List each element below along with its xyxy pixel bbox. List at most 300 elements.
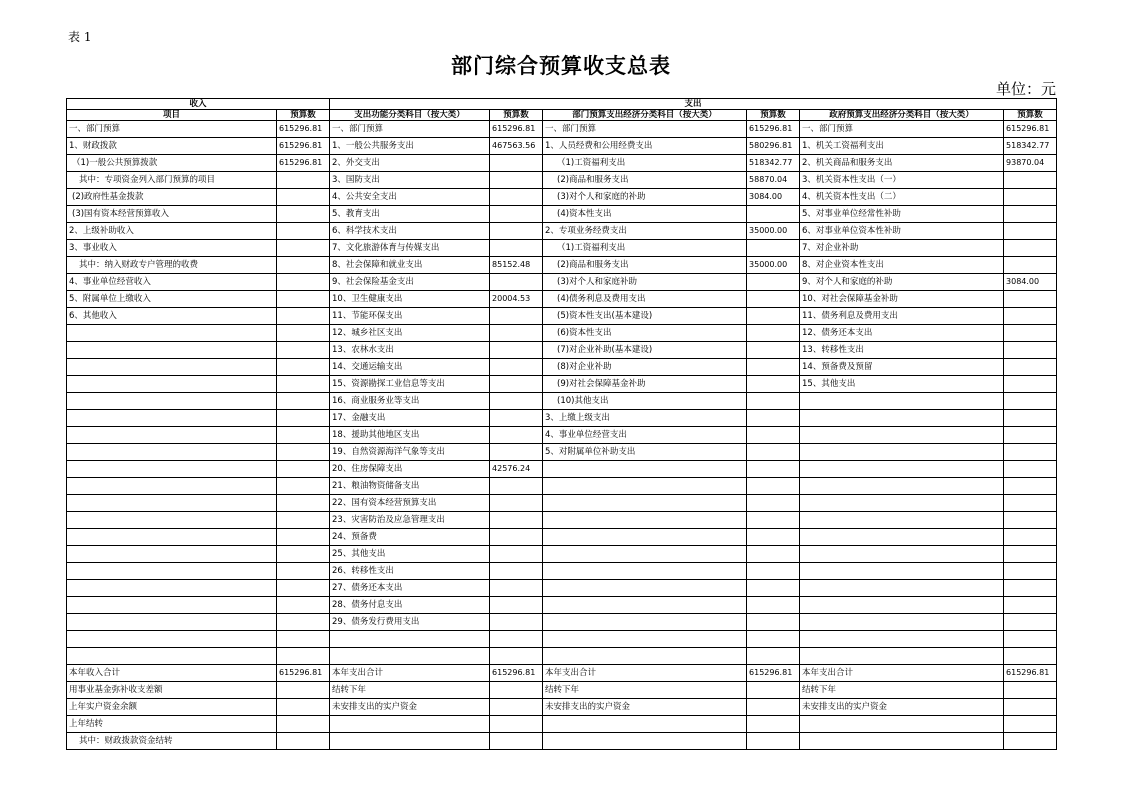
table-row — [67, 155, 1057, 172]
budget-amount-cell — [277, 648, 330, 665]
item-name-cell: 4、机关资本性支出（二） — [800, 189, 1004, 206]
item-name-cell — [543, 529, 747, 546]
budget-amount-cell — [747, 427, 800, 444]
item-name-cell: 9、对个人和家庭的补助 — [800, 274, 1004, 291]
item-name-cell — [543, 512, 747, 529]
item-name-cell — [800, 563, 1004, 580]
table-row — [67, 206, 1057, 223]
item-name-cell: 未安排支出的实户资金 — [543, 699, 747, 716]
item-name-cell — [800, 529, 1004, 546]
budget-amount-cell — [1004, 393, 1057, 410]
table-row — [67, 325, 1057, 342]
item-name-cell — [67, 648, 277, 665]
item-name-cell: 5、对事业单位经常性补助 — [800, 206, 1004, 223]
item-name-cell: 15、资源勘探工业信息等支出 — [330, 376, 490, 393]
budget-amount-cell — [277, 614, 330, 631]
budget-amount-cell — [277, 631, 330, 648]
budget-amount-cell — [490, 563, 543, 580]
item-name-cell: 2、上级补助收入 — [67, 223, 277, 240]
budget-amount-cell — [747, 325, 800, 342]
item-name-cell — [800, 546, 1004, 563]
document-title: 部门综合预算收支总表 — [451, 54, 671, 78]
item-name-cell: 29、债务发行费用支出 — [330, 614, 490, 631]
item-name-cell: （1)工资福利支出 — [543, 155, 747, 172]
item-name-cell — [67, 631, 277, 648]
budget-amount-cell — [1004, 376, 1057, 393]
budget-amount-cell — [277, 597, 330, 614]
budget-amount-cell: 615296.81 — [490, 121, 543, 138]
item-name-cell — [543, 478, 747, 495]
budget-amount-cell — [277, 291, 330, 308]
table-row — [67, 563, 1057, 580]
item-name-cell: 其中：财政拨款资金结转 — [67, 733, 277, 750]
table-row — [67, 308, 1057, 325]
budget-amount-cell — [747, 274, 800, 291]
table-row — [67, 189, 1057, 206]
budget-amount-cell — [490, 580, 543, 597]
table-row — [67, 444, 1057, 461]
budget-amount-cell: 615296.81 — [1004, 121, 1057, 138]
item-name-cell — [67, 478, 277, 495]
budget-amount-cell — [747, 206, 800, 223]
table-row — [67, 223, 1057, 240]
table-row — [67, 614, 1057, 631]
item-name-cell — [800, 495, 1004, 512]
item-name-cell: 14、交通运输支出 — [330, 359, 490, 376]
budget-amount-cell — [747, 240, 800, 257]
item-name-cell — [330, 733, 490, 750]
item-name-cell: 17、金融支出 — [330, 410, 490, 427]
item-name-cell: 7、对企业补助 — [800, 240, 1004, 257]
budget-amount-cell: 615296.81 — [490, 665, 543, 682]
budget-amount-cell — [277, 529, 330, 546]
budget-amount-cell — [277, 563, 330, 580]
budget-amount-cell — [747, 291, 800, 308]
budget-amount-cell — [747, 410, 800, 427]
budget-amount-cell — [1004, 291, 1057, 308]
item-name-cell — [543, 580, 747, 597]
item-name-cell: 20、住房保障支出 — [330, 461, 490, 478]
item-name-cell — [543, 546, 747, 563]
item-name-cell: 21、粮油物资储备支出 — [330, 478, 490, 495]
budget-amount-cell: 615296.81 — [747, 121, 800, 138]
item-name-cell: 28、债务付息支出 — [330, 597, 490, 614]
budget-amount-cell — [747, 359, 800, 376]
budget-amount-cell — [277, 427, 330, 444]
item-name-cell — [543, 597, 747, 614]
item-name-cell: 结转下年 — [330, 682, 490, 699]
item-name-cell: (5)资本性支出(基本建设) — [543, 308, 747, 325]
budget-amount-cell — [490, 682, 543, 699]
item-name-cell — [67, 529, 277, 546]
budget-amount-cell — [1004, 325, 1057, 342]
item-name-cell: 5、附属单位上缴收入 — [67, 291, 277, 308]
item-name-cell — [67, 325, 277, 342]
budget-amount-cell — [490, 410, 543, 427]
item-name-cell — [800, 444, 1004, 461]
item-name-cell: 1、人员经费和公用经费支出 — [543, 138, 747, 155]
budget-amount-cell — [277, 512, 330, 529]
budget-amount-cell — [747, 682, 800, 699]
budget-amount-cell — [1004, 189, 1057, 206]
expense-group-header: 支出 — [330, 99, 1057, 110]
budget-amount-cell — [490, 189, 543, 206]
table-row — [67, 631, 1057, 648]
budget-amount-cell — [1004, 512, 1057, 529]
item-name-cell: (4)债务利息及费用支出 — [543, 291, 747, 308]
table-row — [67, 240, 1057, 257]
item-name-cell — [543, 648, 747, 665]
item-name-cell — [330, 631, 490, 648]
budget-amount-cell: 20004.53 — [490, 291, 543, 308]
budget-amount-cell — [277, 495, 330, 512]
budget-summary-table — [66, 98, 1057, 750]
budget-amount-cell — [1004, 563, 1057, 580]
item-name-cell: 4、事业单位经营收入 — [67, 274, 277, 291]
budget-amount-cell — [277, 580, 330, 597]
budget-amount-cell — [747, 614, 800, 631]
budget-amount-cell — [747, 376, 800, 393]
item-name-cell: 1、机关工资福利支出 — [800, 138, 1004, 155]
budget-amount-cell: 615296.81 — [277, 138, 330, 155]
budget-amount-cell — [747, 733, 800, 750]
item-name-cell: 22、国有资本经营预算支出 — [330, 495, 490, 512]
item-name-cell — [800, 427, 1004, 444]
budget-amount-cell — [747, 478, 800, 495]
budget-amount-cell — [490, 478, 543, 495]
budget-amount-cell — [490, 733, 543, 750]
table-row — [67, 342, 1057, 359]
item-name-cell — [67, 342, 277, 359]
item-name-cell — [543, 733, 747, 750]
budget-amount-cell — [490, 274, 543, 291]
budget-amount-cell: 615296.81 — [277, 121, 330, 138]
item-name-cell: 2、专项业务经费支出 — [543, 223, 747, 240]
budget-amount-cell — [490, 376, 543, 393]
column-header: 部门预算支出经济分类科目（按大类） — [543, 110, 747, 121]
budget-amount-cell — [490, 614, 543, 631]
table-row — [67, 716, 1057, 733]
item-name-cell: (2)商品和服务支出 — [543, 172, 747, 189]
item-name-cell — [67, 427, 277, 444]
item-name-cell — [67, 495, 277, 512]
budget-amount-cell — [1004, 308, 1057, 325]
table-row — [67, 410, 1057, 427]
item-name-cell: 3、机关资本性支出（一） — [800, 172, 1004, 189]
item-name-cell: 6、科学技术支出 — [330, 223, 490, 240]
item-name-cell: 6、对事业单位资本性补助 — [800, 223, 1004, 240]
income-group-header: 收入 — [67, 99, 330, 110]
budget-amount-cell — [747, 342, 800, 359]
table-row — [67, 172, 1057, 189]
budget-amount-cell — [1004, 257, 1057, 274]
item-name-cell: (7)对企业补助(基本建设) — [543, 342, 747, 359]
budget-amount-cell — [490, 597, 543, 614]
budget-amount-cell — [490, 223, 543, 240]
item-name-cell: (4)资本性支出 — [543, 206, 747, 223]
item-name-cell: 一、部门预算 — [67, 121, 277, 138]
budget-amount-cell — [490, 393, 543, 410]
item-name-cell — [67, 512, 277, 529]
budget-amount-cell — [1004, 359, 1057, 376]
item-name-cell — [800, 648, 1004, 665]
item-name-cell: 本年支出合计 — [543, 665, 747, 682]
item-name-cell — [800, 410, 1004, 427]
budget-amount-cell — [490, 495, 543, 512]
budget-amount-cell — [1004, 648, 1057, 665]
budget-amount-cell — [490, 444, 543, 461]
table-row — [67, 648, 1057, 665]
column-header-row — [67, 110, 1057, 121]
item-name-cell — [543, 614, 747, 631]
budget-amount-cell — [747, 597, 800, 614]
item-name-cell: 19、自然资源海洋气象等支出 — [330, 444, 490, 461]
budget-amount-cell — [490, 546, 543, 563]
item-name-cell: 本年支出合计 — [330, 665, 490, 682]
budget-amount-cell: 580296.81 — [747, 138, 800, 155]
budget-amount-cell — [490, 308, 543, 325]
table-row — [67, 257, 1057, 274]
item-name-cell — [800, 631, 1004, 648]
item-name-cell — [800, 597, 1004, 614]
item-name-cell: 23、灾害防治及应急管理支出 — [330, 512, 490, 529]
item-name-cell: 13、转移性支出 — [800, 342, 1004, 359]
item-name-cell — [67, 563, 277, 580]
item-name-cell: 27、债务还本支出 — [330, 580, 490, 597]
column-header: 预算数 — [277, 110, 330, 121]
column-header: 预算数 — [490, 110, 543, 121]
item-name-cell: 3、国防支出 — [330, 172, 490, 189]
item-name-cell — [800, 716, 1004, 733]
budget-amount-cell — [490, 631, 543, 648]
budget-amount-cell — [277, 308, 330, 325]
budget-amount-cell — [747, 648, 800, 665]
item-name-cell — [800, 478, 1004, 495]
item-name-cell: 本年支出合计 — [800, 665, 1004, 682]
budget-amount-cell — [490, 427, 543, 444]
item-name-cell — [800, 733, 1004, 750]
item-name-cell: (3)对个人和家庭的补助 — [543, 189, 747, 206]
budget-amount-cell: 615296.81 — [277, 665, 330, 682]
column-header: 项目 — [67, 110, 277, 121]
budget-amount-cell — [277, 240, 330, 257]
table-row — [67, 529, 1057, 546]
item-name-cell — [67, 444, 277, 461]
column-header: 政府预算支出经济分类科目（按大类） — [800, 110, 1004, 121]
budget-amount-cell — [1004, 699, 1057, 716]
item-name-cell: 4、事业单位经营支出 — [543, 427, 747, 444]
item-name-cell: 3、事业收入 — [67, 240, 277, 257]
item-name-cell: 10、对社会保障基金补助 — [800, 291, 1004, 308]
budget-amount-cell: 93870.04 — [1004, 155, 1057, 172]
budget-amount-cell — [747, 716, 800, 733]
item-name-cell: 1、一般公共服务支出 — [330, 138, 490, 155]
item-name-cell — [67, 376, 277, 393]
unit-label: 单位：元 — [995, 80, 1056, 98]
item-name-cell: 12、债务还本支出 — [800, 325, 1004, 342]
item-name-cell: 未安排支出的实户资金 — [800, 699, 1004, 716]
item-name-cell — [67, 580, 277, 597]
item-name-cell: (3)国有资本经营预算收入 — [67, 206, 277, 223]
table-row — [67, 138, 1057, 155]
item-name-cell — [543, 716, 747, 733]
budget-amount-cell — [277, 733, 330, 750]
budget-amount-cell: 467563.56 — [490, 138, 543, 155]
budget-amount-cell — [1004, 580, 1057, 597]
item-name-cell — [67, 359, 277, 376]
budget-amount-cell — [747, 699, 800, 716]
table-row — [67, 699, 1057, 716]
item-name-cell — [67, 614, 277, 631]
budget-amount-cell — [1004, 716, 1057, 733]
item-name-cell: 10、卫生健康支出 — [330, 291, 490, 308]
item-name-cell: 上年实户资金余额 — [67, 699, 277, 716]
budget-amount-cell — [277, 172, 330, 189]
budget-amount-cell — [490, 342, 543, 359]
budget-amount-cell — [490, 155, 543, 172]
item-name-cell: 1、财政拨款 — [67, 138, 277, 155]
budget-amount-cell — [277, 478, 330, 495]
budget-amount-cell — [490, 512, 543, 529]
budget-amount-cell — [747, 308, 800, 325]
budget-amount-cell — [1004, 410, 1057, 427]
item-name-cell: 一、部门预算 — [330, 121, 490, 138]
item-name-cell — [543, 563, 747, 580]
budget-amount-cell: 35000.00 — [747, 223, 800, 240]
item-name-cell: (6)资本性支出 — [543, 325, 747, 342]
column-header: 预算数 — [747, 110, 800, 121]
budget-amount-cell: 35000.00 — [747, 257, 800, 274]
budget-amount-cell — [490, 716, 543, 733]
item-name-cell — [67, 410, 277, 427]
budget-amount-cell — [1004, 597, 1057, 614]
budget-amount-cell — [277, 325, 330, 342]
budget-amount-cell — [747, 631, 800, 648]
table-row — [67, 291, 1057, 308]
item-name-cell — [67, 393, 277, 410]
budget-amount-cell — [1004, 240, 1057, 257]
item-name-cell — [800, 461, 1004, 478]
item-name-cell — [800, 580, 1004, 597]
item-name-cell: 其中：纳入财政专户管理的收费 — [67, 257, 277, 274]
item-name-cell: 用事业基金弥补收支差额 — [67, 682, 277, 699]
budget-amount-cell — [1004, 682, 1057, 699]
item-name-cell: 9、社会保险基金支出 — [330, 274, 490, 291]
column-header: 支出功能分类科目（按大类） — [330, 110, 490, 121]
item-name-cell: (2)政府性基金拨款 — [67, 189, 277, 206]
item-name-cell — [543, 631, 747, 648]
budget-amount-cell — [490, 172, 543, 189]
budget-amount-cell — [490, 648, 543, 665]
budget-amount-cell: 3084.00 — [1004, 274, 1057, 291]
table-row — [67, 512, 1057, 529]
item-name-cell: (8)对企业补助 — [543, 359, 747, 376]
budget-amount-cell — [277, 257, 330, 274]
item-name-cell — [800, 393, 1004, 410]
item-name-cell: 5、教育支出 — [330, 206, 490, 223]
budget-amount-cell — [747, 512, 800, 529]
budget-amount-cell — [277, 716, 330, 733]
item-name-cell: (3)对个人和家庭补助 — [543, 274, 747, 291]
item-name-cell: (2)商品和服务支出 — [543, 257, 747, 274]
budget-amount-cell — [1004, 223, 1057, 240]
item-name-cell — [543, 461, 747, 478]
budget-amount-cell — [747, 393, 800, 410]
item-name-cell — [800, 512, 1004, 529]
table-row — [67, 682, 1057, 699]
budget-amount-cell — [277, 410, 330, 427]
table-row — [67, 393, 1057, 410]
item-name-cell: 11、节能环保支出 — [330, 308, 490, 325]
budget-amount-cell — [277, 682, 330, 699]
item-name-cell: 11、债务利息及费用支出 — [800, 308, 1004, 325]
item-name-cell: 2、机关商品和服务支出 — [800, 155, 1004, 172]
budget-amount-cell — [277, 189, 330, 206]
budget-amount-cell — [1004, 342, 1057, 359]
budget-amount-cell: 615296.81 — [747, 665, 800, 682]
item-name-cell: 5、对附属单位补助支出 — [543, 444, 747, 461]
budget-amount-cell: 85152.48 — [490, 257, 543, 274]
item-name-cell: (10)其他支出 — [543, 393, 747, 410]
budget-amount-cell — [490, 206, 543, 223]
item-name-cell: 16、商业服务业等支出 — [330, 393, 490, 410]
budget-amount-cell: 518342.77 — [1004, 138, 1057, 155]
budget-amount-cell — [1004, 206, 1057, 223]
budget-amount-cell — [747, 546, 800, 563]
budget-amount-cell — [747, 444, 800, 461]
budget-amount-cell — [490, 359, 543, 376]
table-row — [67, 121, 1057, 138]
table-row — [67, 359, 1057, 376]
budget-amount-cell — [747, 461, 800, 478]
budget-amount-cell — [747, 529, 800, 546]
item-name-cell: 一、部门预算 — [800, 121, 1004, 138]
table-row — [67, 546, 1057, 563]
item-name-cell — [543, 495, 747, 512]
table-row — [67, 427, 1057, 444]
table-row — [67, 376, 1057, 393]
budget-amount-cell — [1004, 631, 1057, 648]
budget-amount-cell — [490, 325, 543, 342]
budget-amount-cell — [277, 699, 330, 716]
group-header-row — [67, 99, 1057, 110]
table-row — [67, 461, 1057, 478]
budget-amount-cell — [1004, 495, 1057, 512]
item-name-cell — [330, 716, 490, 733]
budget-amount-cell — [747, 580, 800, 597]
item-name-cell: 上年结转 — [67, 716, 277, 733]
budget-amount-cell: 3084.00 — [747, 189, 800, 206]
budget-amount-cell — [277, 376, 330, 393]
item-name-cell — [800, 614, 1004, 631]
item-name-cell: 14、预备费及预留 — [800, 359, 1004, 376]
item-name-cell: 26、转移性支出 — [330, 563, 490, 580]
item-name-cell: 2、外交支出 — [330, 155, 490, 172]
item-name-cell: 18、援助其他地区支出 — [330, 427, 490, 444]
table-row — [67, 478, 1057, 495]
budget-amount-cell — [277, 393, 330, 410]
item-name-cell: 15、其他支出 — [800, 376, 1004, 393]
table-row — [67, 597, 1057, 614]
table-row — [67, 665, 1057, 682]
table-row — [67, 495, 1057, 512]
item-name-cell — [67, 597, 277, 614]
budget-amount-cell — [1004, 427, 1057, 444]
budget-amount-cell — [490, 240, 543, 257]
item-name-cell — [67, 461, 277, 478]
item-name-cell: 结转下年 — [800, 682, 1004, 699]
item-name-cell: 25、其他支出 — [330, 546, 490, 563]
